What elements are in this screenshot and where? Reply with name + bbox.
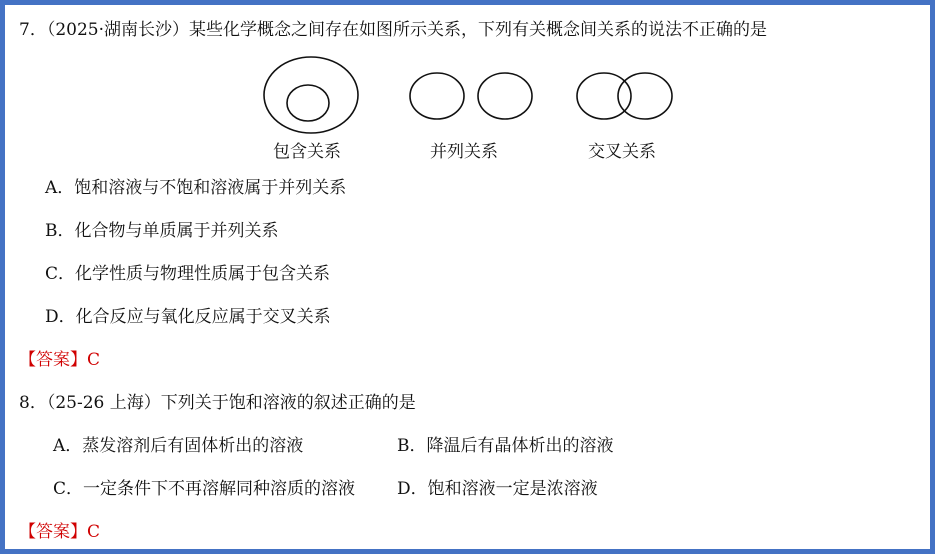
inner-circle bbox=[287, 85, 329, 121]
q7-option-c[interactable]: C．化学性质与物理性质属于包含关系 bbox=[45, 264, 331, 284]
q7-stem: 7．（2025·湖南长沙）某些化学概念之间存在如图所示关系，下列有关概念间关系的说法不正确的是 bbox=[19, 20, 767, 40]
label-inclusion: 包含关系 bbox=[273, 142, 341, 162]
q7-option-a[interactable]: A．饱和溶液与不饱和溶液属于并列关系 bbox=[45, 178, 347, 198]
q8-option-c[interactable]: C．一定条件下不再溶解同种溶质的溶液 bbox=[53, 479, 356, 499]
right-circle bbox=[478, 73, 532, 119]
q8-option-d[interactable]: D．饱和溶液一定是浓溶液 bbox=[397, 479, 598, 499]
q8-option-a[interactable]: A．蒸发溶剂后有固体析出的溶液 bbox=[53, 436, 304, 456]
label-parallel: 并列关系 bbox=[430, 142, 498, 162]
left-circle bbox=[577, 73, 631, 119]
parallel-diagram bbox=[410, 73, 532, 119]
left-circle bbox=[410, 73, 464, 119]
right-circle bbox=[618, 73, 672, 119]
q8-option-b[interactable]: B．降温后有晶体析出的溶液 bbox=[397, 436, 614, 456]
q7-answer: 【答案】C bbox=[19, 350, 101, 370]
inclusion-diagram bbox=[264, 57, 358, 133]
q8-stem: 8．（25-26 上海）下列关于饱和溶液的叙述正确的是 bbox=[19, 393, 416, 413]
q8-answer: 【答案】C bbox=[19, 522, 101, 542]
label-intersection: 交叉关系 bbox=[588, 142, 656, 162]
relation-diagram bbox=[245, 50, 705, 175]
q7-option-b[interactable]: B．化合物与单质属于并列关系 bbox=[45, 221, 279, 241]
intersection-diagram bbox=[577, 73, 672, 119]
q7-option-d[interactable]: D．化合反应与氧化反应属于交叉关系 bbox=[45, 307, 331, 327]
